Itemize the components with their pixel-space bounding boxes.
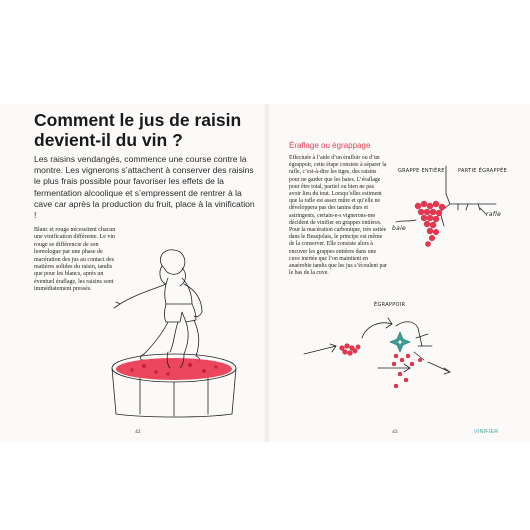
- label-egrappoir: ÉGRAPPOIR: [374, 302, 406, 308]
- page-number-right: 43: [392, 429, 398, 435]
- grape-stomping-illustration: [104, 238, 244, 418]
- right-body-text: Effectuée à l’aide d’un érafloir ou d’un égrappoir, cette étape consiste à séparer la rafle, c’est-à-dire les tiges, des raisins pour ne garder que les baies. L’éraflage pour être total, partiel ou bien ne pas avoir lieu du tout. Lorsqu’elles estiment que la rafle est assez mûre et qu’elle ne développera pas des tanins durs et astringents, certain-e-s vignerons-nes décident de vinifier en grappes entières. Pour la macération carbonique, très usitée dans le Beaujolais, le principe est même de la conserver. Elle consiste alors à encuver les grappes entières dans une cuve inertée que l’on maintient en anaérobie tandis que les jus s’écoulent par le bas de la cuve.: [289, 155, 387, 277]
- label-grappe-entiere: GRAPPE ENTIÈRE: [398, 168, 445, 174]
- page-title: Comment le jus de raisin devient-il du vin ?: [34, 110, 242, 150]
- egrappoir-illustration: [300, 298, 465, 398]
- book-gutter: [263, 104, 271, 442]
- label-baie: baie: [392, 225, 407, 232]
- grape-cluster-illustration: [392, 160, 510, 260]
- section-heading: Éraflage ou égrappage: [289, 141, 371, 150]
- label-partie-egrappee: PARTIE ÉGRAPPÉE: [458, 168, 508, 174]
- running-head: VINIFIER: [474, 429, 499, 435]
- page-number-left: 42: [135, 429, 141, 435]
- intro-paragraph: Les raisins vendangés, commence une course contre la montre. Les vignerons s’attachent à conserver des raisins le plus frais possible pour favoriser les effets de la fermentation alcoolique et s’empressent de rentrer à la cave car après la production du fruit, place à la vinification !: [34, 154, 255, 221]
- label-rafle: rafle: [486, 211, 502, 218]
- left-body-text: Blanc et rouge nécessitent chacun une vinification différente. Le vin rouge se différencie de son homologue par une phase de macération des jus au contact des matières solides du raisin, tandis que pour les blancs, après un éventuel éraflage, les raisins sont immédiatement pressés.: [34, 227, 116, 293]
